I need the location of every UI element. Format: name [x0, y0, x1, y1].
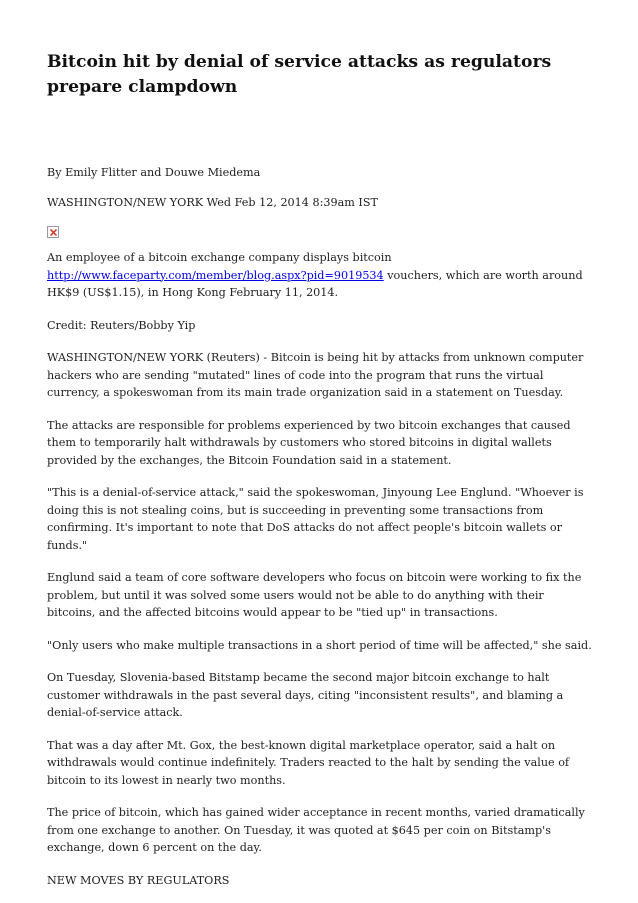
section-heading: NEW MOVES BY REGULATORS: [47, 873, 230, 887]
broken-image-x-icon: [50, 229, 57, 236]
caption-text-after-link: vouchers, which are worth around HK$9 (US$1.15), in Hong Kong February 11, 2014.: [47, 268, 583, 299]
paragraph-5: "Only users who make multiple transactions in a short period of time will be affected," she said.: [47, 638, 592, 652]
paragraph-1: WASHINGTON/NEW YORK (Reuters) - Bitcoin is being hit by attacks from unknown computer hackers who are sending "mutated" lines of code into the program that runs the virtual currency, a spokeswoman from its main trade organization said in a statement on Tuesday.: [47, 351, 584, 399]
paragraph-7: That was a day after Mt. Gox, the best-known digital marketplace operator, said a halt on withdrawals would continue indefinitely. Traders reacted to the halt by sending the value of bitcoin to its lowest in nearly two months.: [47, 738, 570, 787]
paragraph-3: "This is a denial-of-service attack," said the spokeswoman, Jinyoung Lee Englund. "Whoever is doing this is not stealing coins, but is succeeding in preventing some transactions from confirming. It's important to note that DoS attacks do not affect people's bitcoin wallets or funds.": [47, 486, 584, 552]
image-caption: [47, 249, 595, 302]
paragraph-8: The price of bitcoin, which has gained wider acceptance in recent months, varied dramatically from one exchange to another. On Tuesday, it was quoted at $645 per coin on Bitstamp's exchange, down 6 percent on the day.: [47, 806, 585, 854]
caption-text-before-link: An employee of a bitcoin exchange company displays bitcoin: [47, 251, 392, 264]
paragraph-4: Englund said a team of core software developers who focus on bitcoin were working to fix the problem, but until it was solved some users would not be able to do anything with their bitcoins, and the affected bitcoins would appear to be "tied up" in transactions.: [47, 571, 582, 619]
article-page: [47, 50, 595, 889]
paragraph-6: On Tuesday, Slovenia-based Bitstamp became the second major bitcoin exchange to halt customer withdrawals in the past several days, citing "inconsistent results", and blaming a denial-of-service attack.: [47, 671, 564, 719]
byline: By Emily Flitter and Douwe Miedema: [47, 166, 261, 179]
article-title: Bitcoin hit by denial of service attacks as regulators prepare clampdown: [47, 52, 552, 97]
caption-link[interactable]: http://www.faceparty.com/member/blog.aspx?pid=9019534: [47, 268, 384, 282]
paragraph-2: The attacks are responsible for problems experienced by two bitcoin exchanges that caused them to temporarily halt withdrawals by customers who stored bitcoins in digital wallets provided by the exchanges, the Bitcoin Foundation said in a statement.: [47, 418, 571, 467]
broken-image-icon: [47, 226, 59, 238]
photo-credit: Credit: Reuters/Bobby Yip: [47, 318, 196, 332]
dateline: WASHINGTON/NEW YORK Wed Feb 12, 2014 8:39am IST: [47, 195, 378, 209]
